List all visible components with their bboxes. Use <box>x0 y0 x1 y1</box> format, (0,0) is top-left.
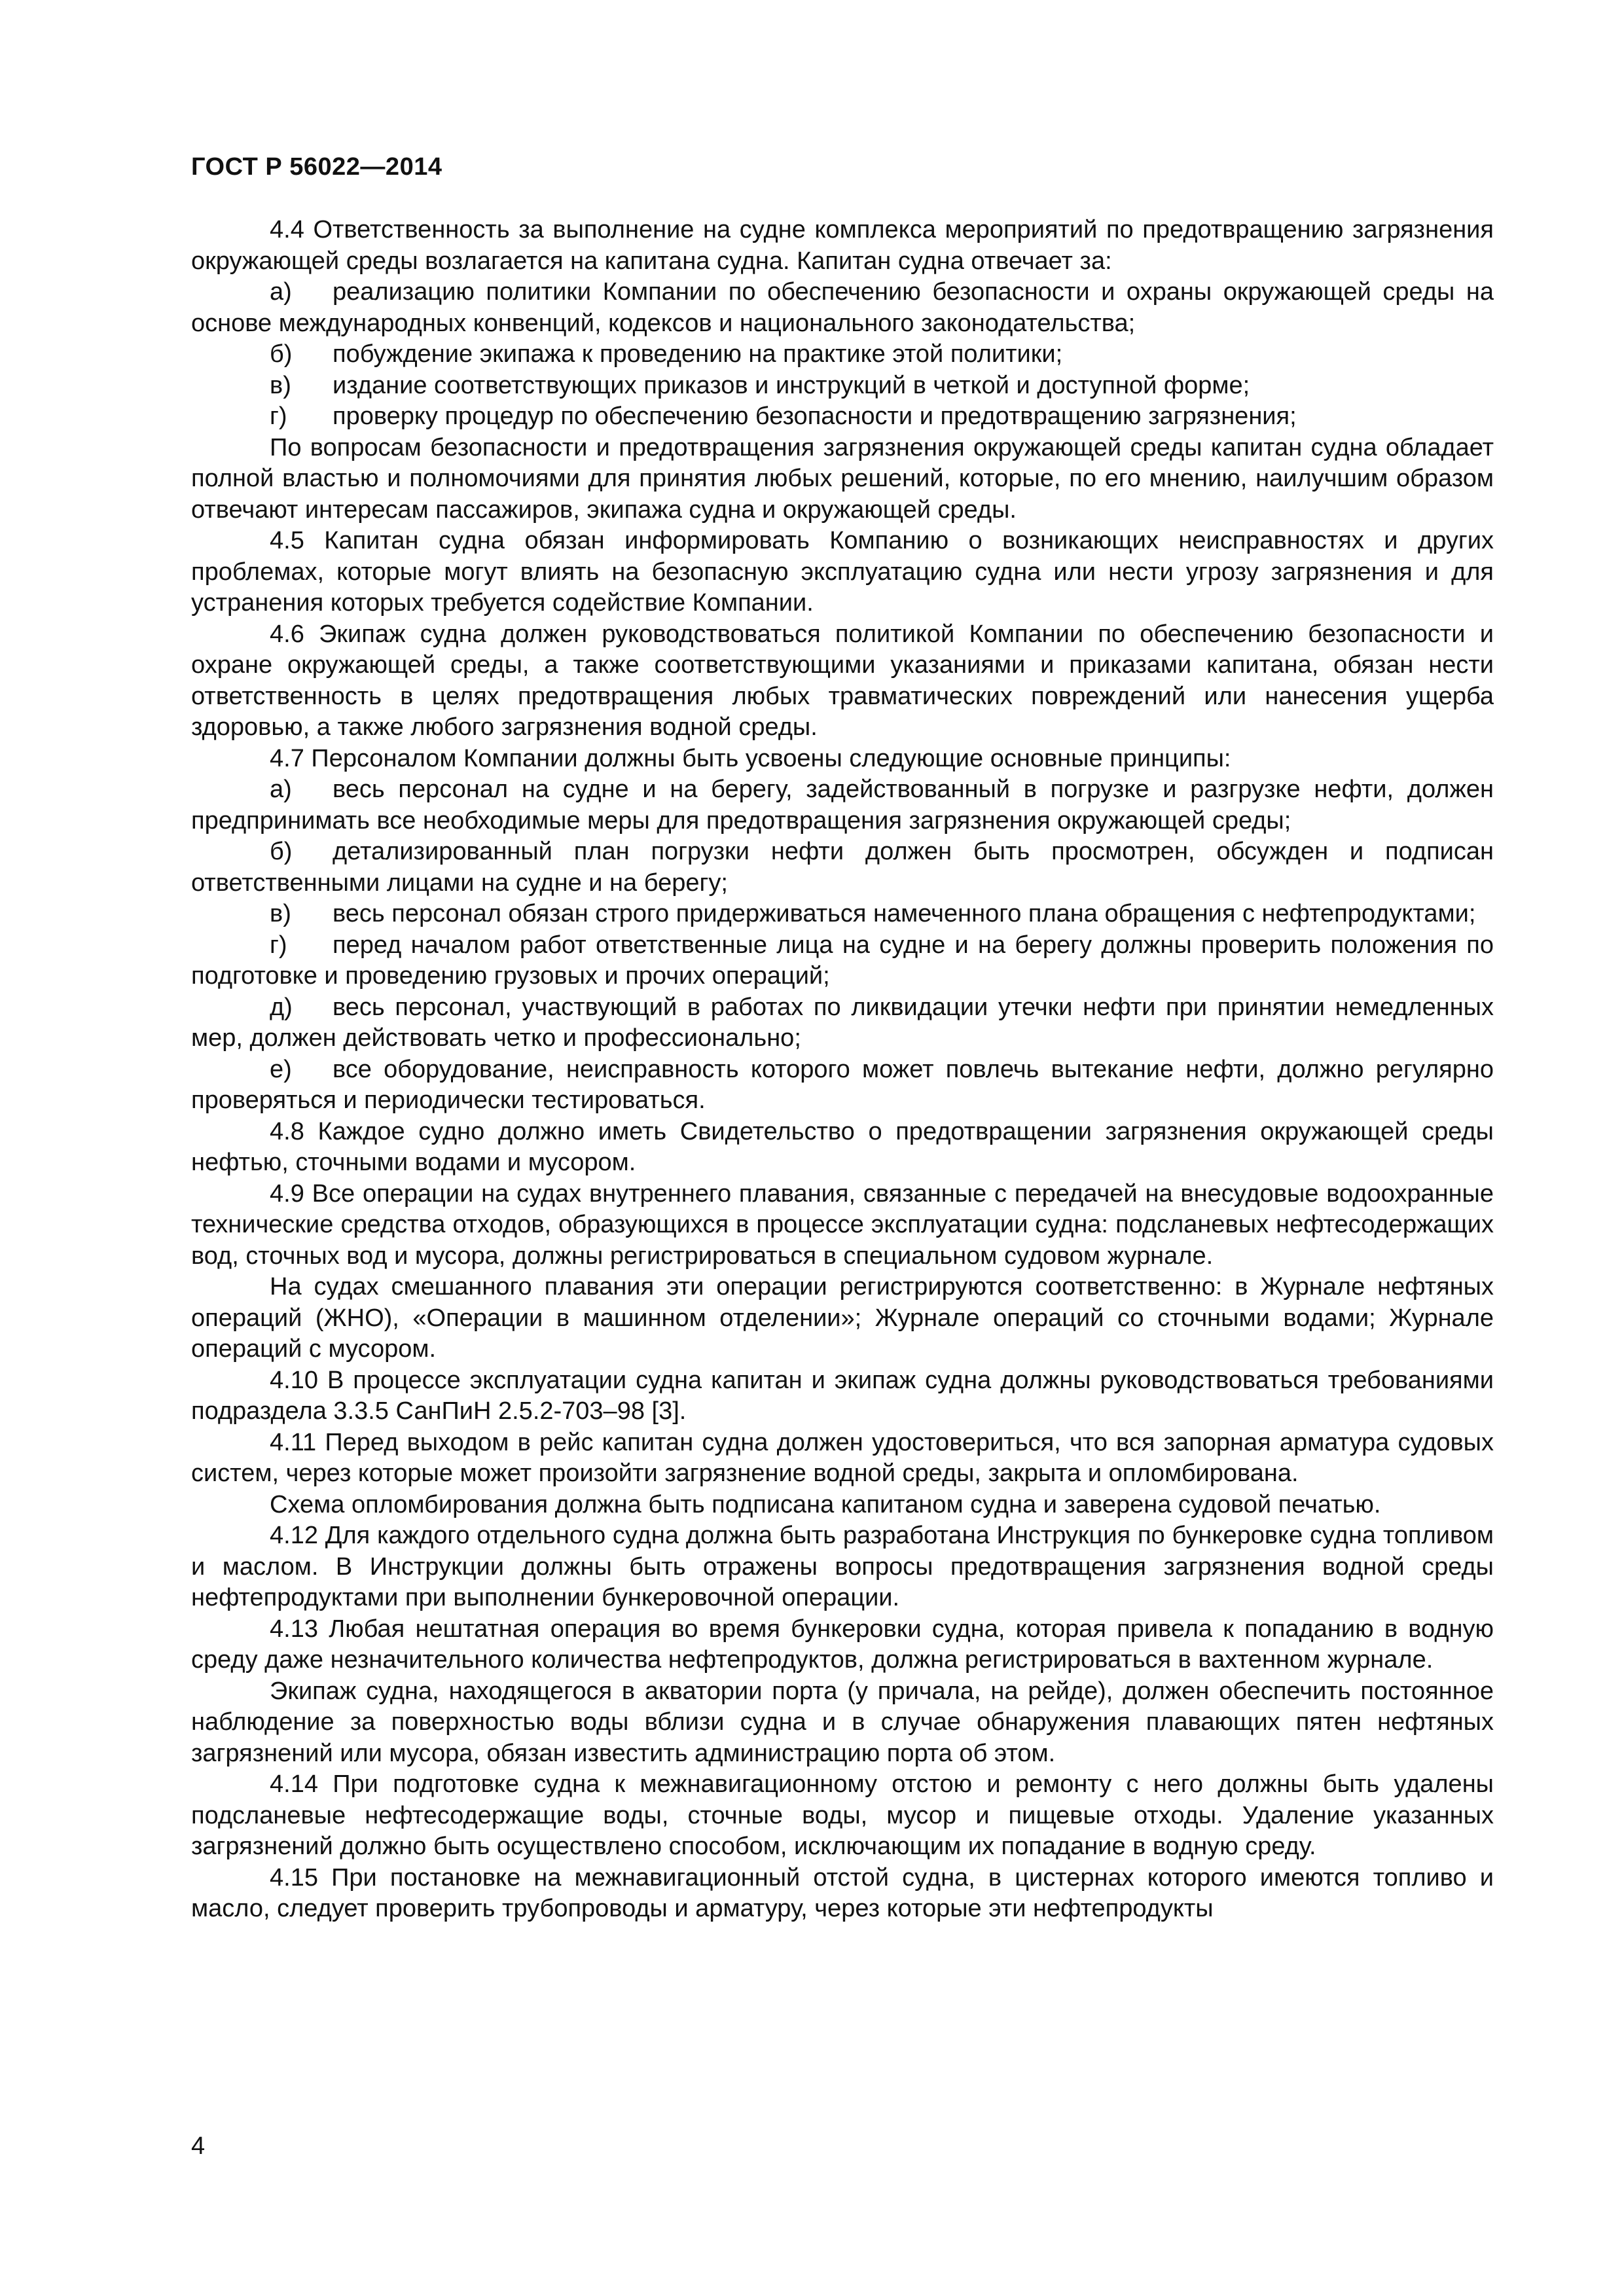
list-item-text: весь персонал на судне и на берегу, задействованный в погрузке и разгрузке нефти, должен предпринимать все необходимые меры для предотвращения загрязнения окружающей среды; <box>191 776 1494 834</box>
paragraph: 4.12 Для каждого отдельного судна должна быть разработана Инструкция по бункеровке судна топливом и маслом. В Инструкции должны быть отражены вопросы предотвращения загрязнения водной среды нефтепродуктами при выполнении бункеровочной операции. <box>191 1522 1494 1611</box>
list-item <box>191 930 1494 992</box>
paragraph: По вопросам безопасности и предотвращения загрязнения окружающей среды капитан судна обладает полной властью и полномочиями для принятия любых решений, которые, по его мнению, наилучшим образом отвечают интересам пассажиров, экипажа судна и окружающей среды. <box>191 433 1494 524</box>
document-header: ГОСТ Р 56022—2014 <box>191 153 442 181</box>
page-number: 4 <box>191 2132 206 2160</box>
paragraph: 4.10 В процессе эксплуатации судна капитан и экипаж судна должны руководствоваться требованиями подраздела 3.3.5 СанПиН 2.5.2-703–98 [3]. <box>191 1366 1494 1425</box>
paragraph: 4.4 Ответственность за выполнение на судне комплекса мероприятий по предотвращению загрязнения окружающей среды возлагается на капитана судна. Капитан судна отвечает за: <box>191 216 1494 275</box>
list-item <box>191 277 1494 339</box>
list-item-text: проверку процедур по обеспечению безопасности и предотвращению загрязнения; <box>333 403 1297 430</box>
list-item-text: издание соответствующих приказов и инструкций в четкой и доступной форме; <box>333 371 1250 399</box>
list-item <box>191 1054 1494 1117</box>
list-item-text: реализацию политики Компании по обеспечению безопасности и охраны окружающей среды на основе международных конвенций, кодексов и национального законодательства; <box>191 278 1494 337</box>
list-item <box>191 401 1494 433</box>
list-marker: г) <box>270 403 287 430</box>
list-item-text: детализированный план погрузки нефти должен быть просмотрен, обсужден и подписан ответственными лицами на судне и на берегу; <box>191 838 1494 897</box>
list-marker: д) <box>270 993 293 1021</box>
document-body <box>191 215 1494 1925</box>
list-marker: а) <box>270 278 292 306</box>
list-item-text: весь персонал, участвующий в работах по ликвидации утечки нефти при принятии немедленных мер, должен действовать четко и профессионально; <box>191 993 1494 1052</box>
paragraph: Схема опломбирования должна быть подписана капитаном судна и заверена судовой печатью. <box>270 1490 1381 1518</box>
list-item-text: все оборудование, неисправность которого может повлечь вытекание нефти, должно регулярно проверяться и периодически тестироваться. <box>191 1055 1494 1114</box>
paragraph: 4.9 Все операции на судах внутреннего плавания, связанные с передачей на внесудовые водоохранные технические средства отходов, образующихся в процессе эксплуатации судна: подсланевых нефтесодержащих вод, сточных вод и мусора, должны регистрироваться в специальном судовом журнале. <box>191 1179 1494 1270</box>
list-item <box>191 899 1494 930</box>
list-marker: б) <box>270 838 293 865</box>
paragraph: 4.14 При подготовке судна к межнавигационному отстою и ремонту с него должны быть удалены подсланевые нефтесодержащие воды, сточные воды, мусор и пищевые отходы. Удаление указанных загрязнений должно быть осуществлено способом, исключающим их попадание в водную среду. <box>191 1770 1494 1860</box>
paragraph: 4.11 Перед выходом в рейс капитан судна должен удостовериться, что вся запорная арматура судовых систем, через которые может произойти загрязнение водной среды, закрыта и опломбирована. <box>191 1428 1494 1487</box>
paragraph: 4.7 Персоналом Компании должны быть усвоены следующие основные принципы: <box>270 744 1231 772</box>
list-item <box>191 774 1494 836</box>
paragraph: На судах смешанного плавания эти операции регистрируются соответственно: в Журнале нефтяных операций (ЖНО), «Операции в машинном отделении»; Журнале операций со сточными водами; Журнале операций с мусором. <box>191 1273 1494 1363</box>
list-item-text: весь персонал обязан строго придерживаться намеченного плана обращения с нефтепродуктами; <box>333 900 1476 927</box>
list-item <box>191 992 1494 1054</box>
paragraph: Экипаж судна, находящегося в акватории порта (у причала, на рейде), должен обеспечить постоянное наблюдение за поверхностью воды вблизи судна и в случае обнаружения плавающих пятен нефтяных загрязнений или мусора, обязан известить администрацию порта об этом. <box>191 1677 1494 1767</box>
list-item-text: побуждение экипажа к проведению на практике этой политики; <box>333 340 1063 368</box>
list-marker: е) <box>270 1055 292 1083</box>
list-item-text: перед началом работ ответственные лица на судне и на берегу должны проверить положения по подготовке и проведению грузовых и прочих операций; <box>191 931 1494 990</box>
paragraph: 4.8 Каждое судно должно иметь Свидетельство о предотвращении загрязнения окружающей среды нефтью, сточными водами и мусором. <box>191 1117 1494 1176</box>
list-marker: г) <box>270 931 287 959</box>
paragraph: 4.6 Экипаж судна должен руководствоваться политикой Компании по обеспечению безопасности и охране окружающей среды, а также соответствующими указаниями и приказами капитана, обязан нести ответственность в целях предотвращения любых травматических повреждений или нанесения ущерба здоровью, а также любого загрязнения водной среды. <box>191 620 1494 741</box>
paragraph: 4.5 Капитан судна обязан информировать Компанию о возникающих неисправностях и других проблемах, которые могут влиять на безопасную эксплуатацию судна или нести угрозу загрязнения и для устранения которых требуется содействие Компании. <box>191 527 1494 617</box>
list-item <box>191 836 1494 899</box>
list-marker: в) <box>270 371 291 399</box>
list-marker: а) <box>270 776 292 803</box>
list-item <box>191 339 1494 370</box>
paragraph: 4.13 Любая нештатная операция во время бункеровки судна, которая привела к попаданию в водную среду даже незначительного количества нефтепродуктов, должна регистрироваться в вахтенном журнале. <box>191 1615 1494 1674</box>
paragraph: 4.15 При постановке на межнавигационный отстой судна, в цистернах которого имеются топливо и масло, следует проверить трубопроводы и арматуру, через которые эти нефтепродукты <box>191 1863 1494 1922</box>
list-marker: в) <box>270 900 291 927</box>
list-marker: б) <box>270 340 293 368</box>
list-item <box>191 370 1494 402</box>
